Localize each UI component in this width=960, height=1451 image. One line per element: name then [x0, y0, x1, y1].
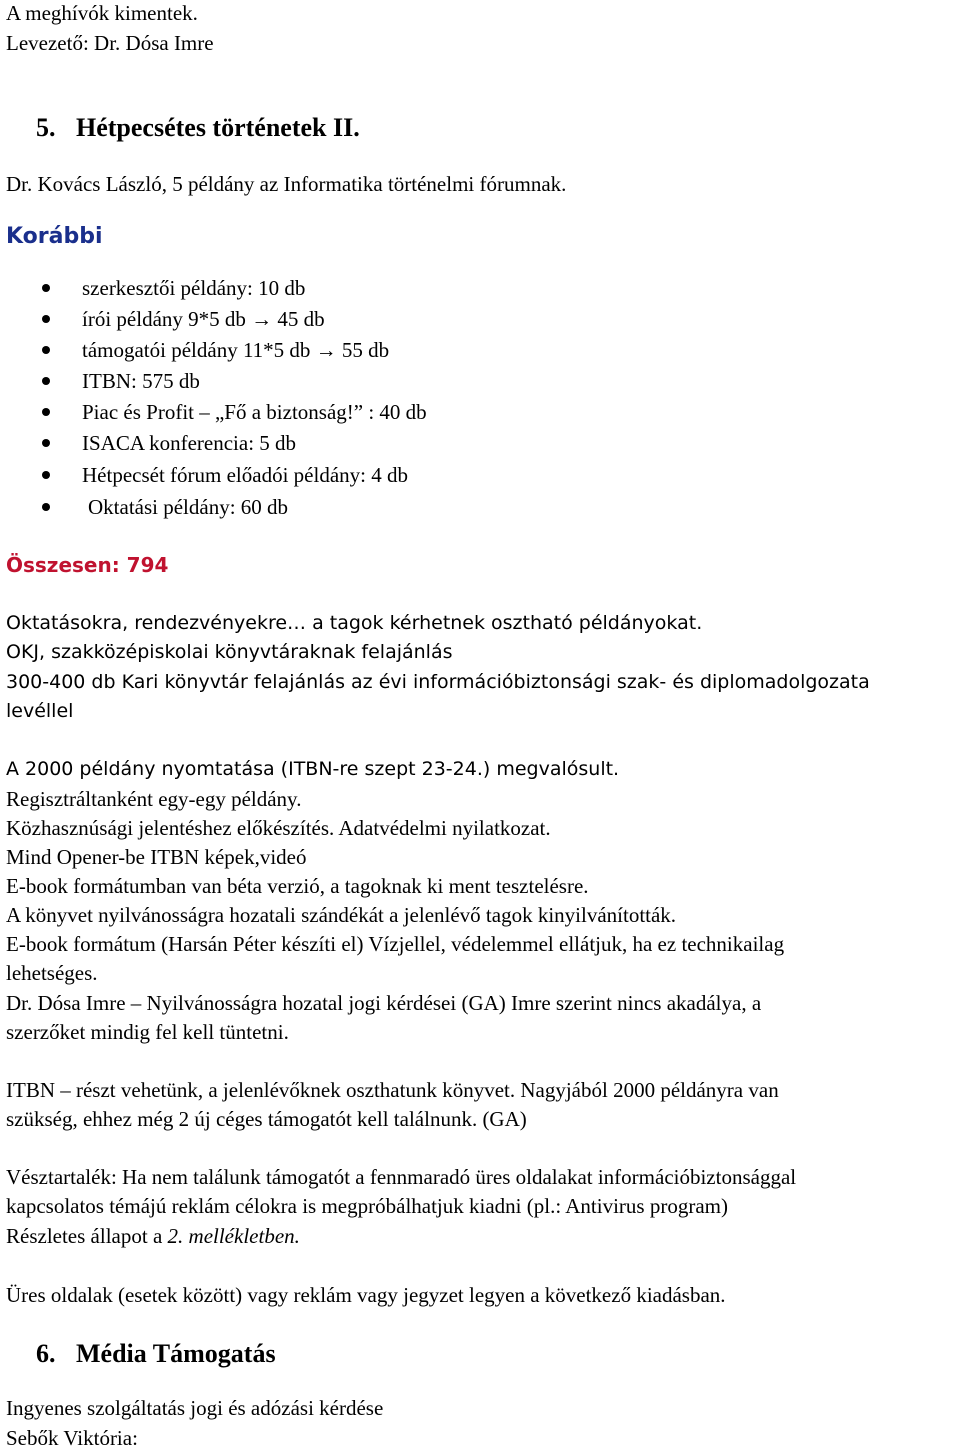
section-5-number: 5. — [36, 113, 56, 142]
section-6-line-2: Sebők Viktória: — [6, 1426, 138, 1450]
text-line: Dr. Dósa Imre – Nyilvánosságra hozatal jogi kérdései (GA) Imre szerint nincs akadálya, a — [6, 991, 762, 1015]
text-line: Mind Opener-be ITBN képek,videó — [6, 845, 307, 869]
bullet-icon — [42, 439, 50, 447]
bullet-icon — [42, 346, 50, 354]
list-item-text: Hétpecsét fórum előadói példány: 4 db — [82, 463, 408, 487]
bullet-icon — [42, 377, 50, 385]
section-6-number: 6. — [36, 1339, 56, 1368]
reszletes-prefix: Részletes állapot a — [6, 1224, 168, 1248]
text-line: E-book formátum (Harsán Péter készíti el) Vízjellel, védelemmel ellátjuk, ha ez technikailag — [6, 932, 785, 956]
bullet-icon — [42, 408, 50, 416]
list-item-text: ISACA konferencia: 5 db — [82, 431, 297, 455]
intro-line-1: A meghívók kimentek. — [6, 1, 198, 25]
total-count: Összesen: 794 — [6, 553, 169, 577]
korabbi-heading: Korábbi — [6, 224, 103, 249]
list-item-text: szerkesztői példány: 10 db — [82, 276, 306, 300]
bullet-icon — [42, 315, 50, 323]
text-line: Közhasznúsági jelentéshez előkészítés. Adatvédelmi nyilatkozat. — [6, 816, 551, 840]
reszletes-line — [6, 1226, 300, 1247]
list-item-text: Piac és Profit – „Fő a biztonság!” : 40 db — [82, 400, 427, 424]
text-line: Oktatásokra, rendezvényekre… a tagok kérhetnek osztható példányokat. — [6, 612, 703, 634]
section-6-line-1: Ingyenes szolgáltatás jogi és adózási kérdése — [6, 1396, 384, 1420]
text-line: A 2000 példány nyomtatása (ITBN-re szept 23-24.) megvalósult. — [6, 758, 620, 780]
text-line: ITBN – részt vehetünk, a jelenlévőknek oszthatunk könyvet. Nagyjából 2000 példányra van — [6, 1078, 779, 1102]
bullet-icon — [42, 284, 50, 292]
text-line: OKJ, szakközépiskolai könyvtáraknak felajánlás — [6, 641, 453, 663]
bullet-icon — [42, 503, 50, 511]
text-line: E-book formátumban van béta verzió, a tagoknak ki ment tesztelésre. — [6, 874, 589, 898]
text-line: szerzőket mindig fel kell tüntetni. — [6, 1020, 289, 1044]
text-line: lehetséges. — [6, 961, 98, 985]
text-line: Vésztartalék: Ha nem találunk támogatót a fennmaradó üres oldalakat információbiztonsággal — [6, 1165, 797, 1189]
ures-line: Üres oldalak (esetek között) vagy reklám vagy jegyzet legyen a következő kiadásban. — [6, 1283, 726, 1307]
list-item-text: Oktatási példány: 60 db — [88, 495, 289, 519]
section-6-title: Média Támogatás — [76, 1339, 276, 1368]
reszletes-italic: 2. mellékletben. — [167, 1224, 300, 1248]
text-line: 300-400 db Kari könyvtár felajánlás az évi információbiztonsági szak- és diplomadolgozata — [6, 671, 870, 693]
list-item-text: támogatói példány 11*5 db → 55 db — [82, 338, 390, 362]
list-item-text: ITBN: 575 db — [82, 369, 200, 393]
bullet-icon — [42, 471, 50, 479]
intro-line-2: Levezető: Dr. Dósa Imre — [6, 31, 214, 55]
section-5-heading — [0, 115, 960, 145]
list-item-text: írói példány 9*5 db → 45 db — [82, 307, 325, 331]
section-5-line: Dr. Kovács László, 5 példány az Informatika történelmi fórumnak. — [6, 172, 567, 196]
text-line: kapcsolatos témájú reklám célokra is megpróbálhatjuk kiadni (pl.: Antivirus program) — [6, 1194, 728, 1218]
text-line: levéllel — [6, 700, 74, 722]
text-line: A könyvet nyilvánosságra hozatali szándékát a jelenlévő tagok kinyilvánították. — [6, 903, 677, 927]
section-5-title: Hétpecsétes történetek II. — [76, 113, 360, 142]
text-line: szükség, ehhez még 2 új céges támogatót kell találnunk. (GA) — [6, 1107, 527, 1131]
section-6-heading — [0, 1341, 960, 1371]
text-line: Regisztráltanként egy-egy példány. — [6, 787, 302, 811]
